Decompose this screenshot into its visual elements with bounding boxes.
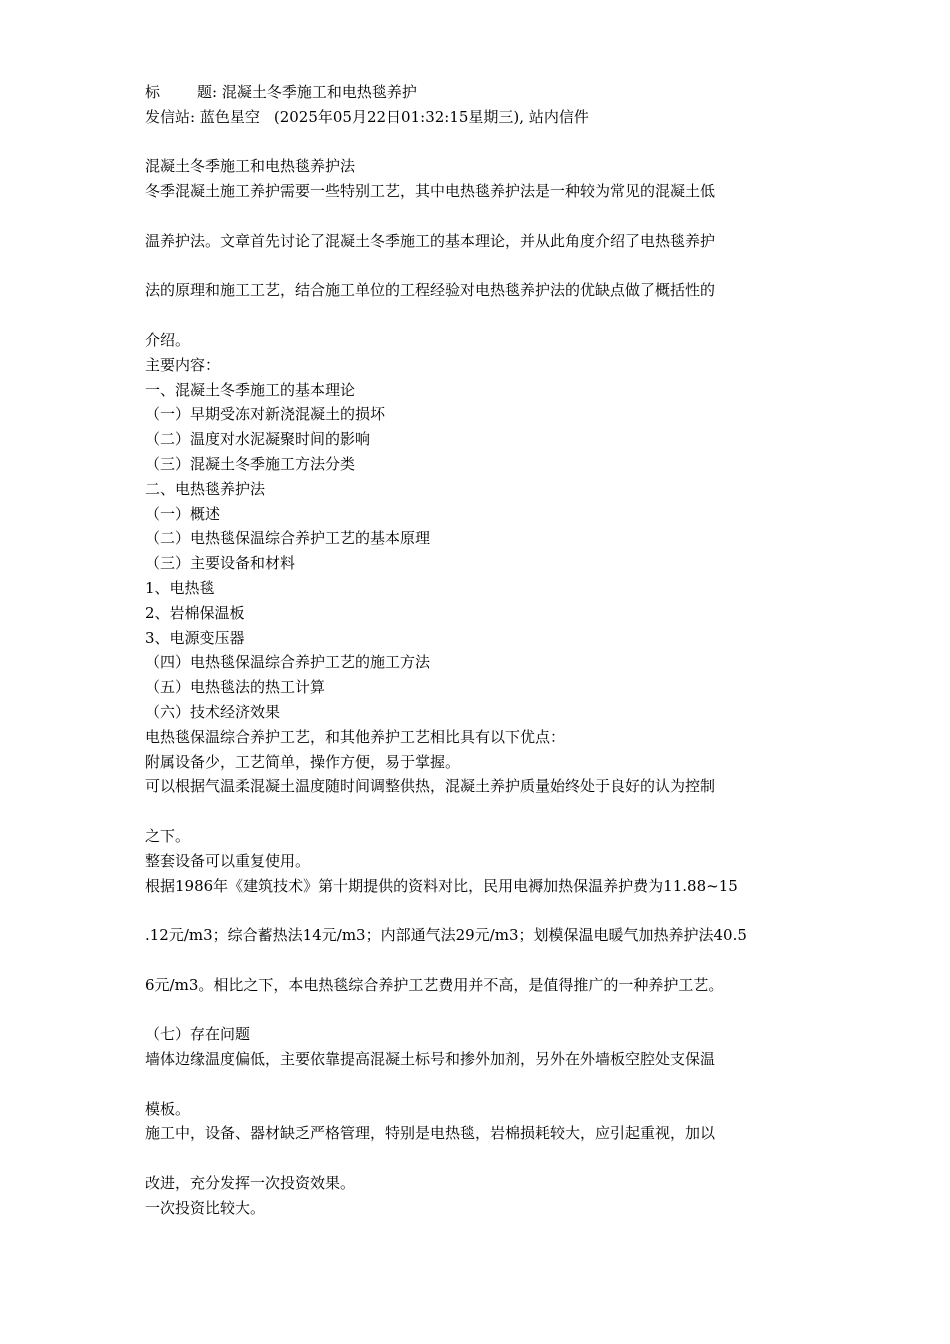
body-line: （五）电热毯法的热工计算 bbox=[145, 678, 326, 697]
post-date: (2025年05月22日01:32:15星期三), 站内信件 bbox=[273, 107, 589, 126]
subject-label-a: 标 bbox=[145, 83, 161, 101]
body-line: 3、电源变压器 bbox=[145, 628, 245, 647]
body-line: 冬季混凝土施工养护需要一些特别工艺，其中电热毯养护法是一种较为常见的混凝土低 bbox=[145, 182, 716, 201]
blank-line bbox=[145, 303, 825, 328]
header-gap bbox=[145, 130, 825, 155]
blank-line bbox=[145, 997, 825, 1022]
body-line: 一次投资比较大。 bbox=[145, 1198, 266, 1217]
body-line: 墙体边缘温度偏低，主要依靠提高混凝土标号和掺外加剂，另外在外墙板空腔处支保温 bbox=[145, 1050, 716, 1069]
blank-line bbox=[145, 254, 825, 279]
body-line: 法的原理和施工工艺，结合施工单位的工程经验对电热毯养护法的优缺点做了概括性的 bbox=[145, 281, 716, 300]
blank-line bbox=[145, 799, 825, 824]
body-line: 2、岩棉保温板 bbox=[145, 603, 245, 622]
body-line: 可以根据气温柔混凝土温度随时间调整供热，混凝土养护质量始终处于良好的认为控制 bbox=[145, 777, 716, 796]
blank-line bbox=[145, 204, 825, 229]
body-line: （二）电热毯保温综合养护工艺的基本原理 bbox=[145, 529, 431, 548]
body-line: 一、混凝土冬季施工的基本理论 bbox=[145, 380, 356, 399]
subject-text: 混凝土冬季施工和电热毯养护 bbox=[221, 83, 417, 101]
body-line: （二）温度对水泥凝聚时间的影响 bbox=[145, 430, 371, 449]
body-line: 电热毯保温综合养护工艺，和其他养护工艺相比具有以下优点： bbox=[145, 727, 566, 746]
blank-line bbox=[145, 898, 825, 923]
from-value: 蓝色星空 bbox=[199, 107, 260, 126]
body-line: 6元/m3。相比之下，本电热毯综合养护工艺费用并不高，是值得推广的一种养护工艺。 bbox=[145, 975, 724, 994]
body-line: （七）存在问题 bbox=[145, 1025, 251, 1044]
body-line: .12元/m3；综合蓄热法14元/m3；内部通气法29元/m3；划模保温电暖气加热养护法40.5 bbox=[145, 926, 747, 945]
body-line: 温养护法。文章首先讨论了混凝土冬季施工的基本理论，并从此角度介绍了电热毯养护 bbox=[145, 231, 716, 250]
document-page bbox=[145, 80, 825, 1221]
body-line: 模板。 bbox=[145, 1099, 191, 1118]
body-line: （三）混凝土冬季施工方法分类 bbox=[145, 454, 356, 473]
body-line: 1、电热毯 bbox=[145, 578, 215, 597]
subject-line bbox=[145, 80, 825, 105]
article-body bbox=[145, 154, 825, 1220]
body-line: 附属设备少，工艺简单，操作方便，易于掌握。 bbox=[145, 752, 461, 771]
from-line bbox=[145, 105, 825, 130]
blank-line bbox=[145, 1072, 825, 1097]
body-line: 根据1986年《建筑技术》第十期提供的资料对比，民用电褥加热保温养护费为11.88~15 bbox=[145, 876, 738, 895]
body-line: 之下。 bbox=[145, 826, 191, 845]
body-line: 改进，充分发挥一次投资效果。 bbox=[145, 1174, 356, 1193]
body-line: 施工中，设备、器材缺乏严格管理，特别是电热毯，岩棉损耗较大，应引起重视，加以 bbox=[145, 1124, 716, 1143]
body-line: 二、电热毯养护法 bbox=[145, 479, 266, 498]
body-line: （四）电热毯保温综合养护工艺的施工方法 bbox=[145, 653, 431, 672]
body-line: （六）技术经济效果 bbox=[145, 702, 281, 721]
body-line: （一）概述 bbox=[145, 504, 221, 523]
blank-line bbox=[145, 948, 825, 973]
body-line: 介绍。 bbox=[145, 330, 191, 349]
body-line: 混凝土冬季施工和电热毯养护法 bbox=[145, 157, 356, 176]
body-line: 整套设备可以重复使用。 bbox=[145, 851, 311, 870]
body-line: （三）主要设备和材料 bbox=[145, 554, 296, 573]
body-line: （一）早期受冻对新浇混凝土的损坏 bbox=[145, 405, 386, 424]
subject-label-b: 题: bbox=[197, 83, 218, 101]
blank-line bbox=[145, 1146, 825, 1171]
body-line: 主要内容： bbox=[145, 355, 221, 374]
from-label: 发信站: bbox=[145, 107, 196, 126]
